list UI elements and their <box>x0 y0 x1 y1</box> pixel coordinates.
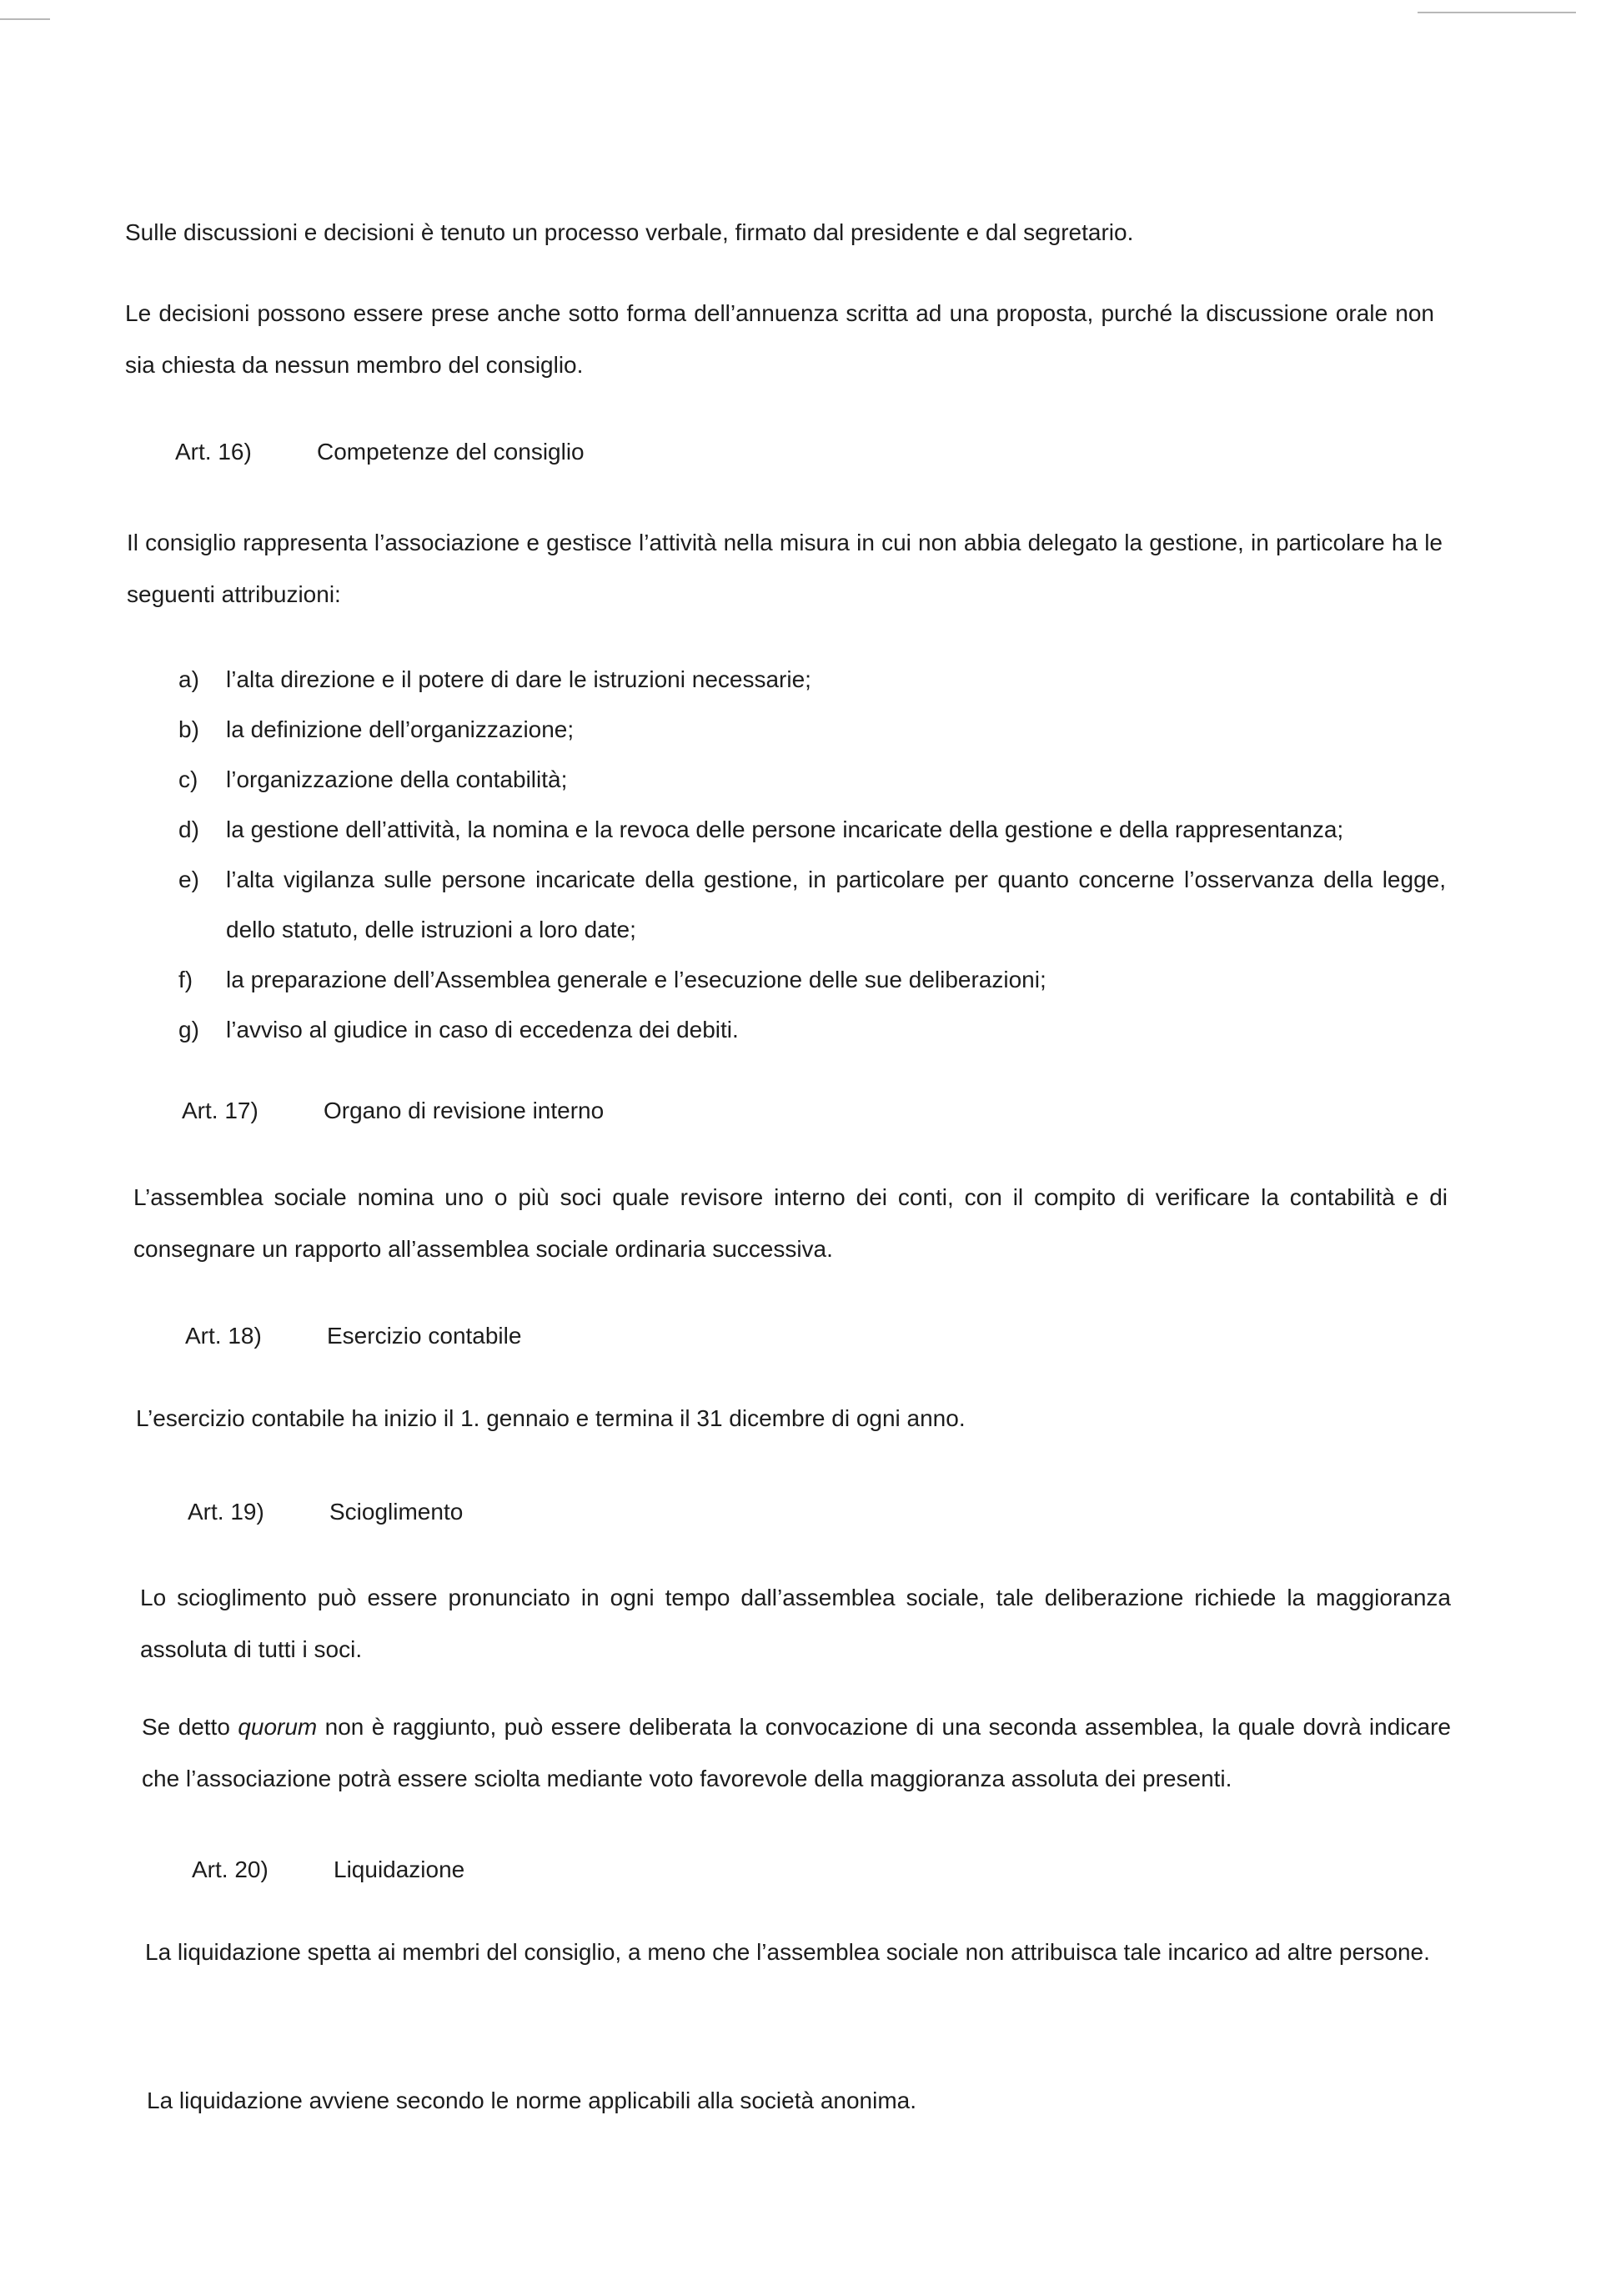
list-marker: f) <box>178 967 193 992</box>
list-item <box>178 855 1446 955</box>
list-item-text: la definizione dell’organizzazione; <box>226 716 575 742</box>
list-marker: b) <box>178 716 199 742</box>
article-number: Art. 18) <box>185 1323 262 1349</box>
paragraph-art19-body2 <box>142 1701 1451 1805</box>
article-number: Art. 20) <box>192 1856 269 1882</box>
article-20-heading <box>192 1853 464 1887</box>
list-item <box>178 705 1446 755</box>
article-title: Organo di revisione interno <box>324 1098 605 1123</box>
article-title: Scioglimento <box>329 1499 464 1525</box>
paragraph-decisioni-scritte: Le decisioni possono essere prese anche sotto forma dell’annuenza scritta ad una proposta, purché la discussione orale non sia chiesta da nessun membro del consiglio. <box>125 300 1434 378</box>
article-18-heading <box>185 1319 521 1353</box>
paragraph-art20-body2: La liquidazione avviene secondo le norme applicabili alla società anonima. <box>147 2088 917 2113</box>
paragraph-art19-body1: Lo scioglimento può essere pronunciato in ogni tempo dall’assemblea sociale, tale deliberazione richiede la maggioranza assoluta di tutti i soci. <box>140 1585 1451 1662</box>
article-17-heading <box>182 1094 604 1128</box>
list-item <box>178 805 1446 855</box>
article-number: Art. 19) <box>188 1499 264 1525</box>
list-item-text: l’organizzazione della contabilità; <box>226 766 568 792</box>
article-number: Art. 17) <box>182 1098 258 1123</box>
scan-edge-right <box>1418 12 1576 13</box>
list-item-text: l’alta vigilanza sulle persone incaricate della gestione, in particolare per quanto concerne l’osservanza della legge, dello statuto, delle istruzioni a loro date; <box>226 867 1446 942</box>
list-marker: c) <box>178 766 198 792</box>
list-item-text: la gestione dell’attività, la nomina e la revoca delle persone incaricate della gestione e della rappresentanza; <box>226 816 1344 842</box>
list-item <box>178 1005 1446 1055</box>
article-title: Competenze del consiglio <box>317 439 585 465</box>
italic-term: quorum <box>238 1714 318 1740</box>
article-title: Liquidazione <box>334 1856 465 1882</box>
list-item-text: la preparazione dell’Assemblea generale e l’esecuzione delle sue deliberazioni; <box>226 967 1046 992</box>
scan-edge-left <box>0 18 50 20</box>
art16-attributions-list <box>178 655 1446 1055</box>
list-marker: e) <box>178 867 199 892</box>
paragraph-art18-body: L’esercizio contabile ha inizio il 1. gennaio e termina il 31 dicembre di ogni anno. <box>136 1405 966 1431</box>
article-16-heading <box>175 435 585 469</box>
list-item-text: l’alta direzione e il potere di dare le istruzioni necessarie; <box>226 666 811 692</box>
list-marker: g) <box>178 1017 199 1042</box>
article-19-heading <box>188 1495 463 1529</box>
list-item <box>178 955 1446 1005</box>
text-run: non è raggiunto, può essere deliberata la convocazione di una seconda assemblea, la quale dovrà indicare che l’associazione potrà essere sciolta mediante voto favorevole della maggioranza assoluta dei presenti. <box>142 1714 1451 1791</box>
paragraph-art17-body: L’assemblea sociale nomina uno o più soci quale revisore interno dei conti, con il compito di verificare la contabilità e di consegnare un rapporto all’assemblea sociale ordinaria successiva. <box>133 1184 1448 1262</box>
list-marker: a) <box>178 666 199 692</box>
list-item <box>178 755 1446 805</box>
list-marker: d) <box>178 816 199 842</box>
paragraph-art16-intro: Il consiglio rappresenta l’associazione e gestisce l’attività nella misura in cui non abbia delegato la gestione, in particolare ha le seguenti attribuzioni: <box>127 530 1443 607</box>
list-item <box>178 655 1446 705</box>
article-number: Art. 16) <box>175 439 252 465</box>
list-item-text: l’avviso al giudice in caso di eccedenza dei debiti. <box>226 1017 739 1042</box>
paragraph-verbale: Sulle discussioni e decisioni è tenuto un processo verbale, firmato dal presidente e dal segretario. <box>125 219 1134 245</box>
article-title: Esercizio contabile <box>327 1323 522 1349</box>
paragraph-art20-body1: La liquidazione spetta ai membri del consiglio, a meno che l’assemblea sociale non attribuisca tale incarico ad altre persone. <box>145 1939 1430 1965</box>
text-run: Se detto <box>142 1714 238 1740</box>
